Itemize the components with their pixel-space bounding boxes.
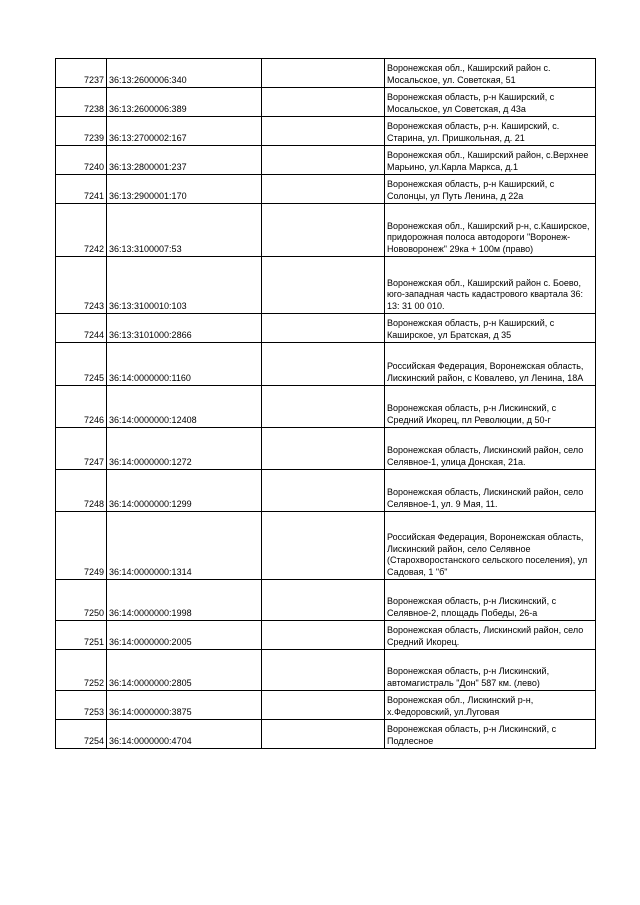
empty-cell xyxy=(262,580,385,621)
row-number-cell: 7245 xyxy=(56,343,107,386)
registry-body xyxy=(56,59,596,749)
cadastral-number-cell: 36:14:0000000:3875 xyxy=(107,691,262,720)
row-number-cell: 7252 xyxy=(56,650,107,691)
cadastral-number-cell: 36:14:0000000:2005 xyxy=(107,621,262,650)
address-cell: Российская Федерация, Воронежская область, Лискинский район, село Селявное (Старохворостанского сельского поселения), ул Садовая, 1 "б" xyxy=(385,512,596,580)
table-row xyxy=(56,720,596,749)
cadastral-number-cell: 36:13:3101000:2866 xyxy=(107,314,262,343)
cadastral-number-cell: 36:14:0000000:1314 xyxy=(107,512,262,580)
cadastral-number-cell: 36:13:3100007:53 xyxy=(107,204,262,257)
row-number-cell: 7241 xyxy=(56,175,107,204)
row-number-cell: 7242 xyxy=(56,204,107,257)
address-cell: Воронежская область, р-н Каширский, с Каширское, ул Братская, д 35 xyxy=(385,314,596,343)
table-row xyxy=(56,580,596,621)
cadastral-number-cell: 36:14:0000000:1160 xyxy=(107,343,262,386)
table-row xyxy=(56,88,596,117)
row-number-cell: 7246 xyxy=(56,386,107,428)
empty-cell xyxy=(262,621,385,650)
registry-sheet xyxy=(55,58,590,749)
table-row xyxy=(56,470,596,512)
address-cell: Воронежская обл., Каширский район с. Мосальское, ул. Советская, 51 xyxy=(385,59,596,88)
address-cell: Воронежская обл., Каширский район с. Боево, юго-западная часть кадастрового квартала 36: 13: 31 00 010. xyxy=(385,257,596,314)
empty-cell xyxy=(262,117,385,146)
cadastral-number-cell: 36:14:0000000:2805 xyxy=(107,650,262,691)
row-number-cell: 7237 xyxy=(56,59,107,88)
cadastral-number-cell: 36:14:0000000:1299 xyxy=(107,470,262,512)
empty-cell xyxy=(262,428,385,470)
row-number-cell: 7244 xyxy=(56,314,107,343)
empty-cell xyxy=(262,470,385,512)
address-cell: Воронежская обл., Лискинский р-н, х.Федоровский, ул.Луговая xyxy=(385,691,596,720)
cadastral-number-cell: 36:13:2600006:389 xyxy=(107,88,262,117)
cadastral-number-cell: 36:14:0000000:12408 xyxy=(107,386,262,428)
address-cell: Воронежская область, р-н Каширский, с Солонцы, ул Путь Ленина, д 22а xyxy=(385,175,596,204)
cadastral-number-cell: 36:13:2600006:340 xyxy=(107,59,262,88)
empty-cell xyxy=(262,175,385,204)
table-row xyxy=(56,650,596,691)
table-row xyxy=(56,59,596,88)
address-cell: Воронежская область, р-н Каширский, с Мосальское, ул Советская, д 43а xyxy=(385,88,596,117)
table-row xyxy=(56,512,596,580)
table-row xyxy=(56,204,596,257)
address-cell: Воронежская обл., Каширский район, с.Верхнее Марьино, ул.Карла Маркса, д.1 xyxy=(385,146,596,175)
cadastral-number-cell: 36:14:0000000:4704 xyxy=(107,720,262,749)
table-row xyxy=(56,314,596,343)
row-number-cell: 7254 xyxy=(56,720,107,749)
empty-cell xyxy=(262,720,385,749)
row-number-cell: 7239 xyxy=(56,117,107,146)
address-cell: Воронежская область, р-н Лискинский, с Подлесное xyxy=(385,720,596,749)
row-number-cell: 7249 xyxy=(56,512,107,580)
row-number-cell: 7238 xyxy=(56,88,107,117)
empty-cell xyxy=(262,343,385,386)
row-number-cell: 7250 xyxy=(56,580,107,621)
address-cell: Воронежская область, р-н Лискинский, автомагистраль "Дон" 587 км. (лево) xyxy=(385,650,596,691)
table-row xyxy=(56,428,596,470)
empty-cell xyxy=(262,691,385,720)
row-number-cell: 7248 xyxy=(56,470,107,512)
row-number-cell: 7243 xyxy=(56,257,107,314)
empty-cell xyxy=(262,257,385,314)
address-cell: Российская Федерация, Воронежская область, Лискинский район, с Ковалево, ул Ленина, 18А xyxy=(385,343,596,386)
empty-cell xyxy=(262,512,385,580)
cadastral-number-cell: 36:13:3100010:103 xyxy=(107,257,262,314)
cadastral-number-cell: 36:13:2700002:167 xyxy=(107,117,262,146)
address-cell: Воронежская область, р-н. Каширский, с. Старина, ул. Пришкольная, д. 21 xyxy=(385,117,596,146)
empty-cell xyxy=(262,386,385,428)
cadastral-number-cell: 36:13:2800001:237 xyxy=(107,146,262,175)
empty-cell xyxy=(262,59,385,88)
address-cell: Воронежская область, р-н Лискинский, с Селявное-2, площадь Победы, 26-а xyxy=(385,580,596,621)
table-row xyxy=(56,117,596,146)
table-row xyxy=(56,146,596,175)
table-row xyxy=(56,343,596,386)
row-number-cell: 7253 xyxy=(56,691,107,720)
address-cell: Воронежская область, Лискинский район, село Селявное-1, улица Донская, 21а. xyxy=(385,428,596,470)
row-number-cell: 7240 xyxy=(56,146,107,175)
row-number-cell: 7251 xyxy=(56,621,107,650)
address-cell: Воронежская область, Лискинский район, село Средний Икорец. xyxy=(385,621,596,650)
empty-cell xyxy=(262,88,385,117)
cadastral-number-cell: 36:14:0000000:1272 xyxy=(107,428,262,470)
address-cell: Воронежская область, р-н Лискинский, с Средний Икорец, пл Революции, д 50-г xyxy=(385,386,596,428)
address-cell: Воронежская обл., Каширский р-н, с.Каширское, придорожная полоса автодороги "Воронеж-Нововоронеж" 29ка + 100м (право) xyxy=(385,204,596,257)
cadastral-number-cell: 36:13:2900001:170 xyxy=(107,175,262,204)
cadastral-number-cell: 36:14:0000000:1998 xyxy=(107,580,262,621)
registry-table xyxy=(55,58,596,749)
row-number-cell: 7247 xyxy=(56,428,107,470)
table-row xyxy=(56,257,596,314)
empty-cell xyxy=(262,314,385,343)
empty-cell xyxy=(262,204,385,257)
address-cell: Воронежская область, Лискинский район, село Селявное-1, ул. 9 Мая, 11. xyxy=(385,470,596,512)
table-row xyxy=(56,386,596,428)
table-row xyxy=(56,621,596,650)
empty-cell xyxy=(262,650,385,691)
empty-cell xyxy=(262,146,385,175)
table-row xyxy=(56,691,596,720)
table-row xyxy=(56,175,596,204)
